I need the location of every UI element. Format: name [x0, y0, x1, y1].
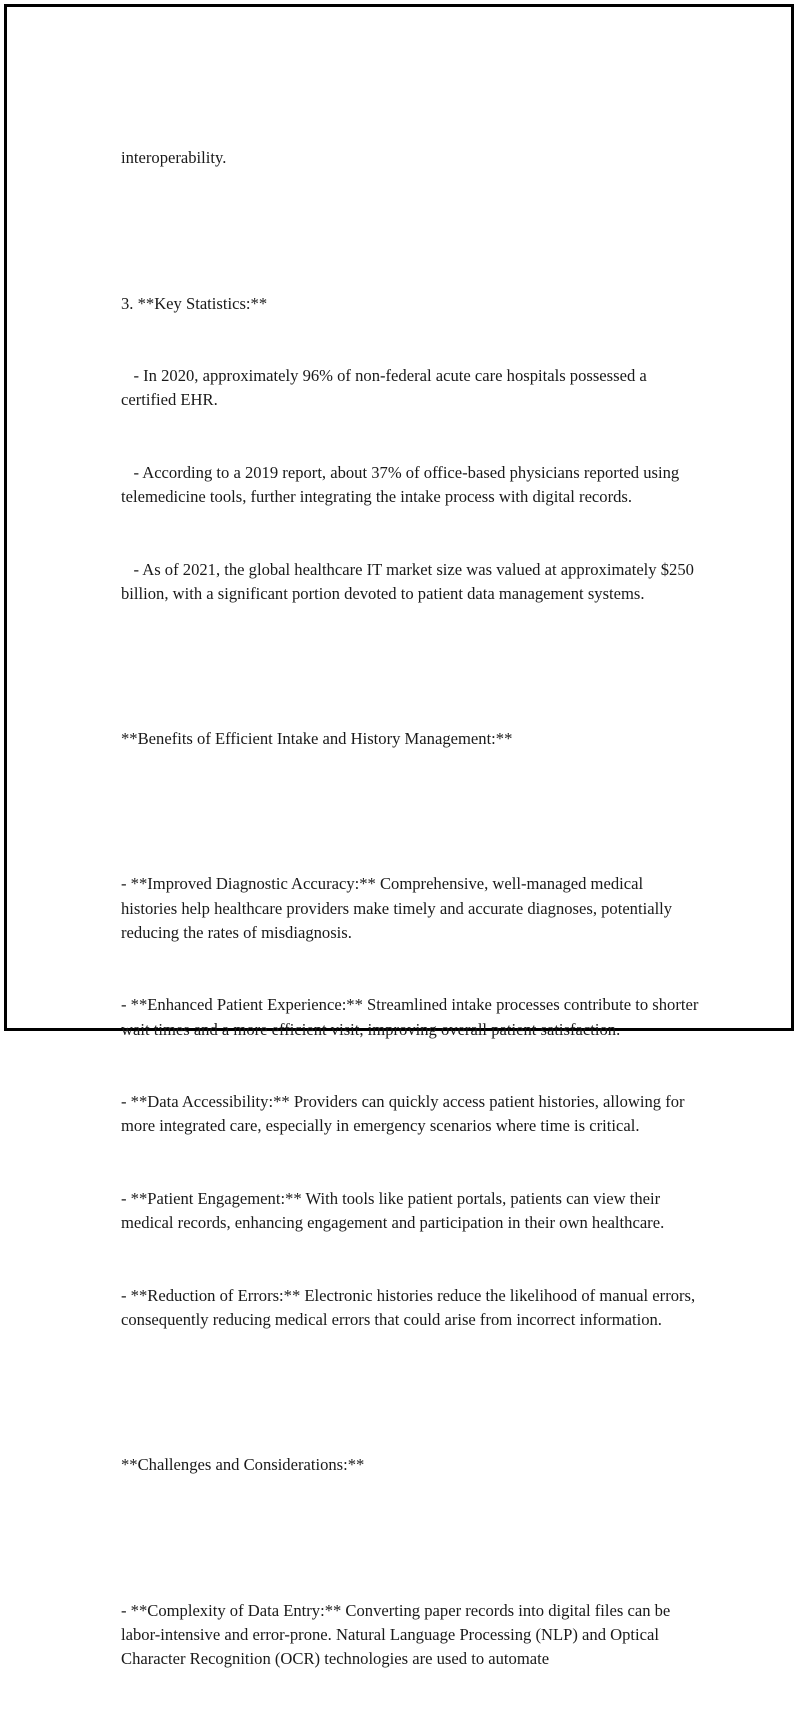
- page-frame: [4, 4, 794, 1668]
- document-body: [121, 98, 701, 1720]
- benefit-item: - **Enhanced Patient Experience:** Streamlined intake processes contribute to shorter wait times and a more efficient visit, improving overall patient satisfaction.: [121, 995, 703, 1039]
- benefit-item: - **Improved Diagnostic Accuracy:** Comprehensive, well-managed medical histories help healthcare providers make timely and accurate diagnoses, potentially reducing the rates of misdiagnosis.: [121, 874, 677, 942]
- section-heading: 3. **Key Statistics:**: [121, 293, 268, 313]
- blank-line: [121, 219, 701, 243]
- statistic-item: - According to a 2019 report, about 37% of office-based physicians reported using telemedicine tools, further integrating the intake process with digital records.: [121, 463, 684, 507]
- statistic-item: - In 2020, approximately 96% of non-federal acute care hospitals possessed a certified EHR.: [121, 366, 651, 410]
- blank-line: [121, 655, 701, 679]
- statistic-item: - As of 2021, the global healthcare IT market size was valued at approximately $250 billion, with a significant portion devoted to patient data management systems.: [121, 559, 699, 604]
- section-heading: **Challenges and Considerations:**: [121, 1455, 365, 1475]
- text-line: interoperability.: [121, 148, 227, 168]
- challenge-item: - **Complexity of Data Entry:** Converting paper records into digital files can be labor-intensive and error-prone. Natural Language Processing (NLP) and Optical Character Recognition (OCR) technologies are used to automate: [121, 1600, 675, 1668]
- benefit-item: - **Data Accessibility:** Providers can quickly access patient histories, allowing for more integrated care, especially in emergency scenarios where time is critical.: [121, 1092, 689, 1136]
- blank-line: [121, 1381, 701, 1405]
- blank-line: [121, 1526, 701, 1550]
- benefit-item: - **Reduction of Errors:** Electronic histories reduce the likelihood of manual errors, consequently reducing medical errors that could arise from incorrect information.: [121, 1285, 700, 1330]
- section-heading: **Benefits of Efficient Intake and History Management:**: [121, 729, 513, 749]
- benefit-item: - **Patient Engagement:** With tools like patient portals, patients can view their medical records, enhancing engagement and participation in their own healthcare.: [121, 1189, 665, 1233]
- blank-line: [121, 800, 701, 824]
